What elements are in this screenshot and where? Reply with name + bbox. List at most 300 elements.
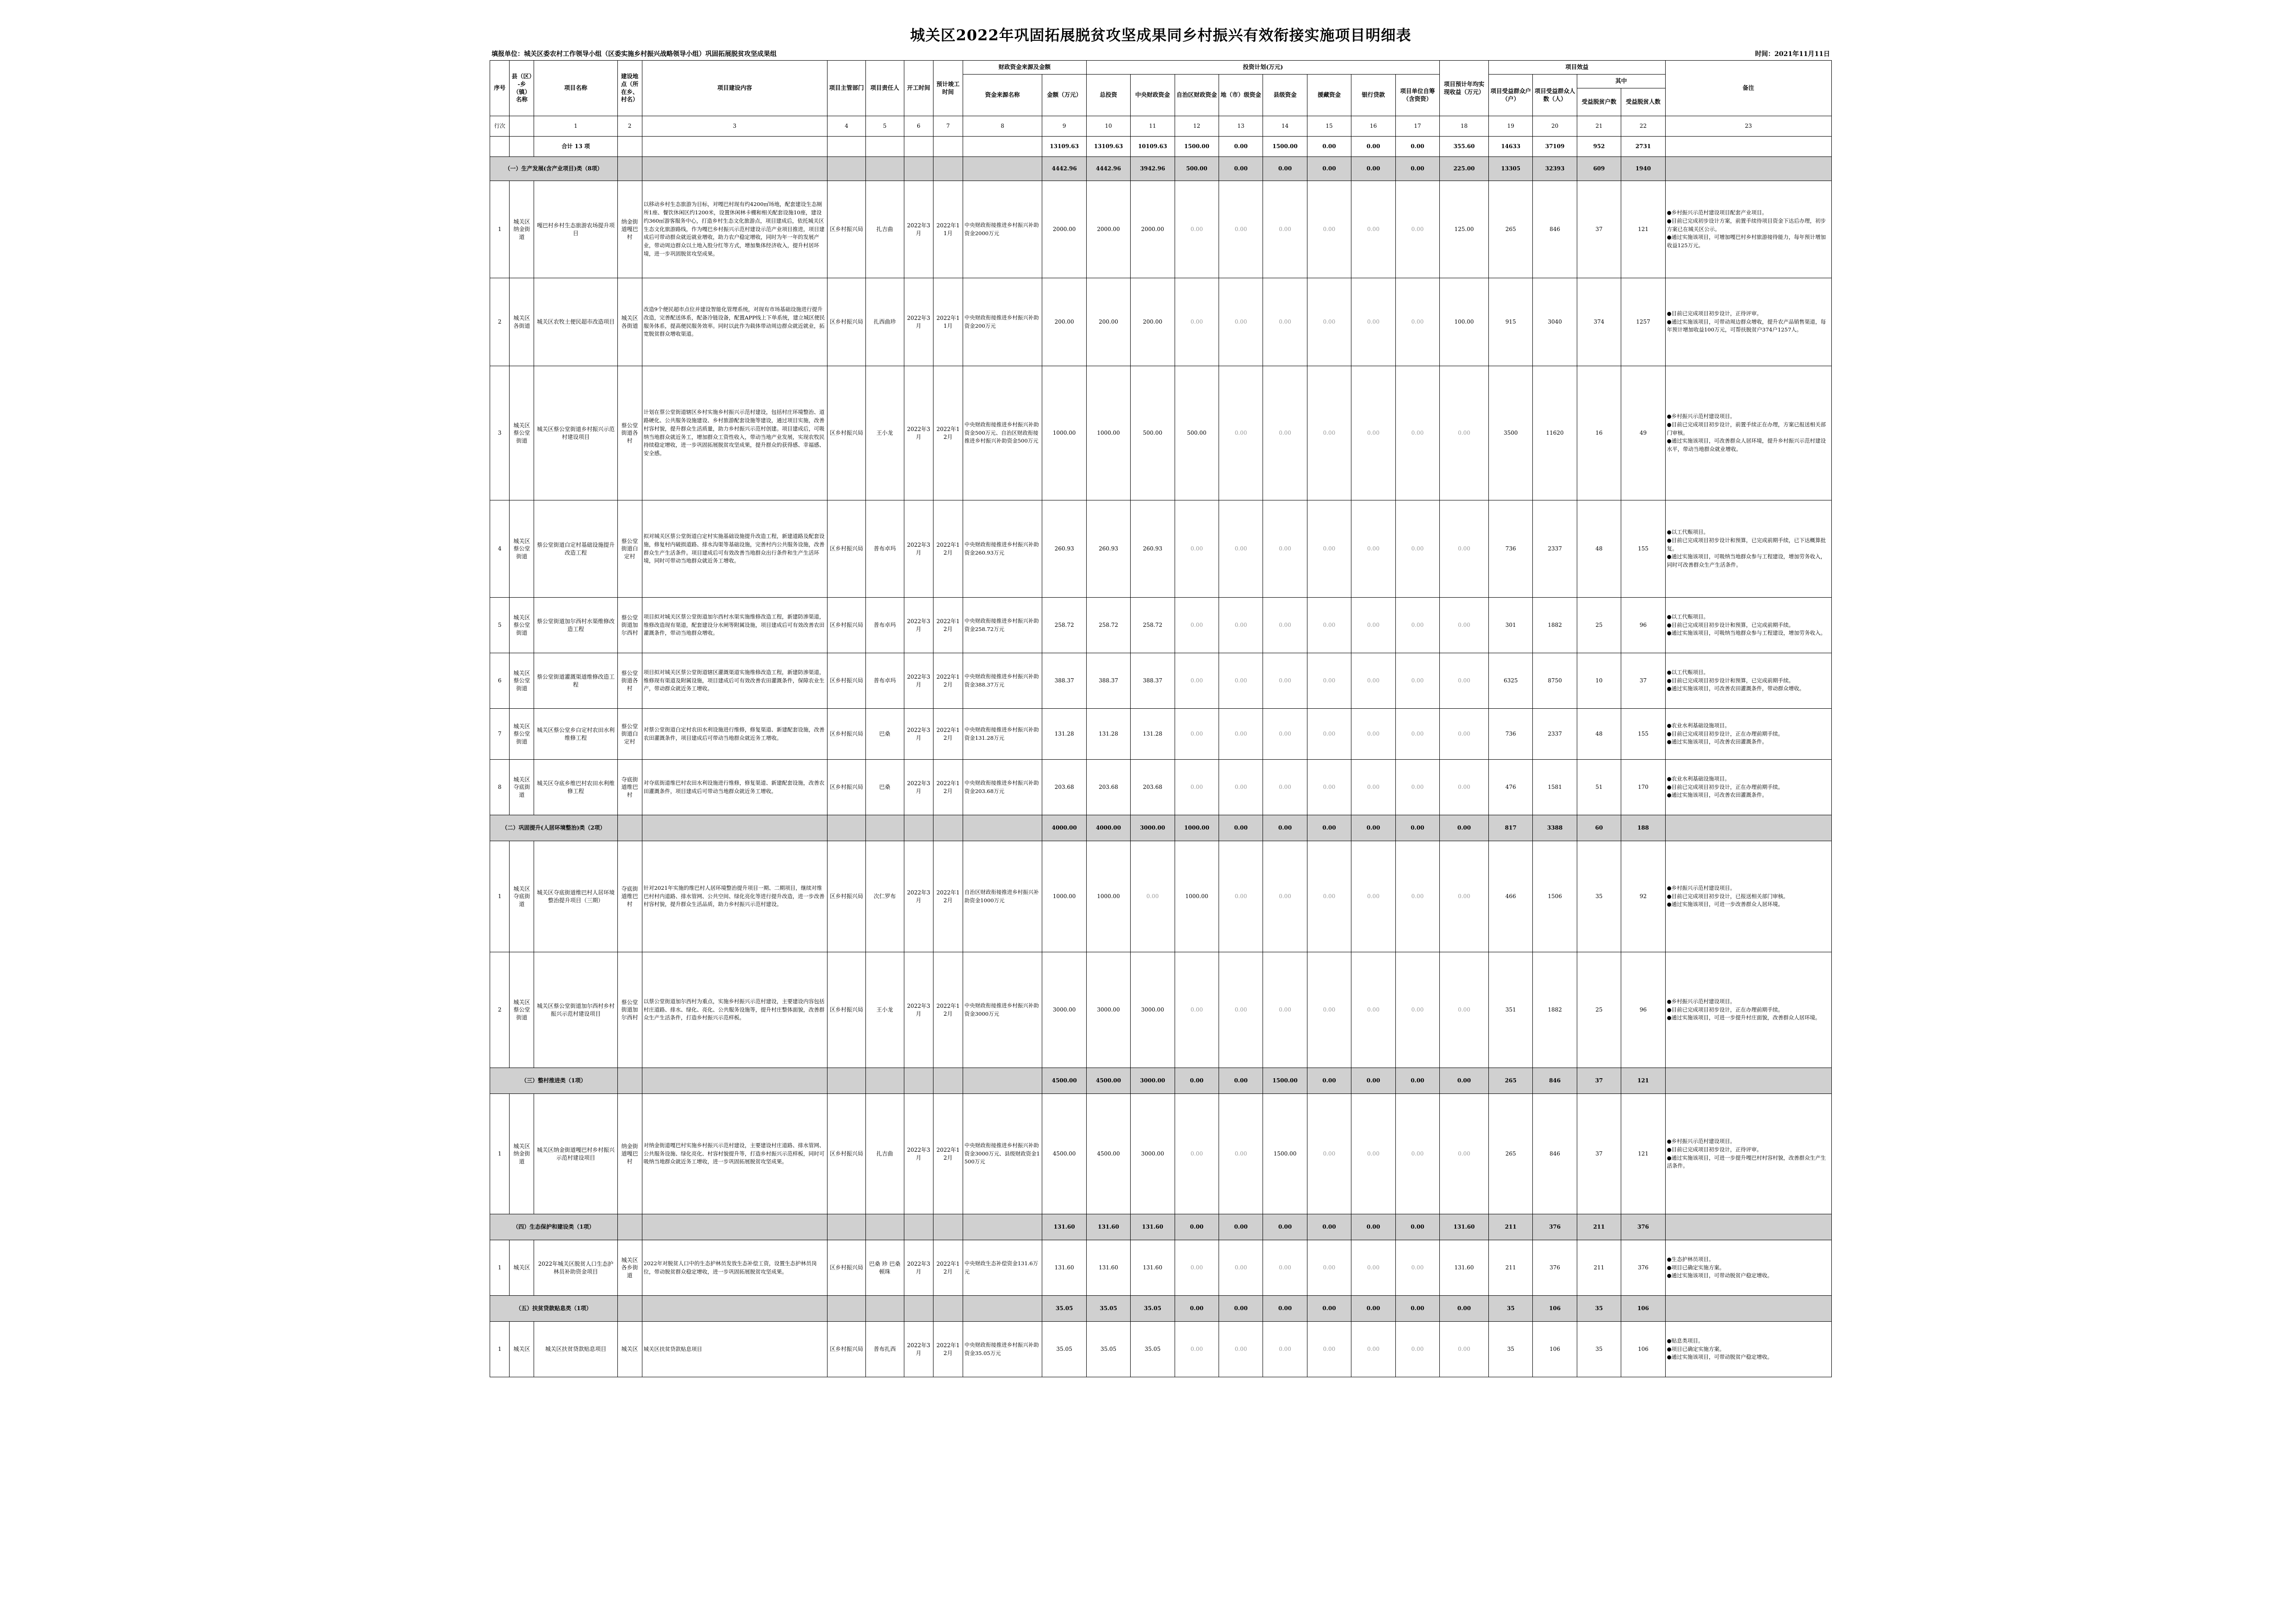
th-county: 县（区）-乡（镇）名称 xyxy=(510,61,534,116)
cell-fund-source: 中央财政衔接推进乡村振兴补助资金203.68万元 xyxy=(963,760,1042,815)
category-value: 265 xyxy=(1489,1068,1533,1094)
cell-total: 3000.00 xyxy=(1086,952,1130,1068)
column-number: 9 xyxy=(1042,116,1086,137)
cell-bank: 0.00 xyxy=(1351,278,1395,366)
total-blank xyxy=(617,137,642,157)
category-value: 0.00 xyxy=(1219,157,1263,181)
cell-bank: 0.00 xyxy=(1351,1240,1395,1296)
category-value: 37 xyxy=(1577,1068,1621,1094)
cell-county-fund: 0.00 xyxy=(1263,841,1307,952)
th-fund-src: 资金来源名称 xyxy=(963,75,1042,116)
cell-aid: 0.00 xyxy=(1307,598,1351,653)
category-blank xyxy=(617,1296,642,1322)
cell-person: 普布卓玛 xyxy=(865,598,904,653)
th-amount: 金额（万元） xyxy=(1042,75,1086,116)
cell-site: 城关区 xyxy=(617,1322,642,1377)
cell-income: 0.00 xyxy=(1440,500,1489,598)
category-blank xyxy=(933,1214,963,1240)
cell-total: 388.37 xyxy=(1086,653,1130,709)
cell-aid: 0.00 xyxy=(1307,278,1351,366)
cell-amount: 203.68 xyxy=(1042,760,1086,815)
cell-hh: 466 xyxy=(1489,841,1533,952)
project-table xyxy=(490,60,1832,1377)
cell-city: 0.00 xyxy=(1219,841,1263,952)
cell-self: 0.00 xyxy=(1395,709,1439,760)
cell-pppl: 376 xyxy=(1621,1240,1665,1296)
cell-site: 夺底街道维巴村 xyxy=(617,841,642,952)
cell-aid: 0.00 xyxy=(1307,366,1351,500)
cell-total: 1000.00 xyxy=(1086,366,1130,500)
category-blank xyxy=(828,815,866,841)
cell-region: 0.00 xyxy=(1175,760,1219,815)
cell-remark: ●以工代赈项目。 ●目前已完成项目初步设计和预算，已完成前期手续。 ●通过实施该项目，可改善农田灌溉条件，带动群众增收。 xyxy=(1665,653,1831,709)
th-invest-group: 投资计划(万元) xyxy=(1086,61,1439,75)
cell-county-fund: 0.00 xyxy=(1263,653,1307,709)
column-number: 22 xyxy=(1621,116,1665,137)
cell-site: 城关区各乡街道 xyxy=(617,1240,642,1296)
category-value: 0.00 xyxy=(1263,815,1307,841)
category-name: （五）扶贫贷款贴息类（1项） xyxy=(490,1296,618,1322)
category-value: 121 xyxy=(1621,1068,1665,1094)
cell-central: 203.68 xyxy=(1131,760,1175,815)
total-value: 10109.63 xyxy=(1131,137,1175,157)
category-blank xyxy=(865,1296,904,1322)
category-value: 211 xyxy=(1577,1214,1621,1240)
cell-end: 2022年12月 xyxy=(933,598,963,653)
cell-ppl: 1882 xyxy=(1533,598,1577,653)
total-value: 0.00 xyxy=(1307,137,1351,157)
category-value: 0.00 xyxy=(1395,815,1439,841)
cell-name: 城关区夺底街道维巴村人居环境整治提升项目（三期） xyxy=(534,841,617,952)
category-value: 0.00 xyxy=(1351,1214,1395,1240)
cell-city: 0.00 xyxy=(1219,653,1263,709)
cell-name: 城关区纳金街道嘎巴村乡村振兴示范村建设项目 xyxy=(534,1094,617,1214)
category-blank xyxy=(828,1068,866,1094)
cell-central: 35.05 xyxy=(1131,1322,1175,1377)
column-number: 14 xyxy=(1263,116,1307,137)
cell-seq: 6 xyxy=(490,653,510,709)
cell-content: 改造9个便民超市点位并建设智能化管理系统，对现有市场基础设施进行提升改造，完善配送体系，配备冷链设备，配置APP线上下单系统，建立城区便民服务体系，提高便民服务效率。同时以此作为载体带动周边群众就近就业，拓宽脱贫群众增收渠道。 xyxy=(642,278,828,366)
cell-total: 131.28 xyxy=(1086,709,1130,760)
cell-fund-source: 中央财政衔接推进乡村振兴补助资金3000万元、县级财政资金1500万元 xyxy=(963,1094,1042,1214)
cell-county: 城关区 xyxy=(510,1322,534,1377)
category-blank xyxy=(1665,1214,1831,1240)
cell-end: 2022年12月 xyxy=(933,1240,963,1296)
cell-phh: 25 xyxy=(1577,598,1621,653)
category-value: 0.00 xyxy=(1395,157,1439,181)
th-seq: 序号 xyxy=(490,61,510,116)
category-name: （三）整村推进类（1项） xyxy=(490,1068,618,1094)
total-value: 37109 xyxy=(1533,137,1577,157)
cell-fund-source: 中央财政衔接推进乡村振兴补助资金35.05万元 xyxy=(963,1322,1042,1377)
cell-hh: 301 xyxy=(1489,598,1533,653)
cell-start: 2022年3月 xyxy=(904,598,933,653)
cell-amount: 131.60 xyxy=(1042,1240,1086,1296)
cell-income: 0.00 xyxy=(1440,709,1489,760)
cell-name: 城关区蔡公堂乡白定村农田水利维修工程 xyxy=(534,709,617,760)
cell-seq: 5 xyxy=(490,598,510,653)
category-value: 0.00 xyxy=(1175,1296,1219,1322)
cell-region: 0.00 xyxy=(1175,181,1219,278)
cell-self: 0.00 xyxy=(1395,181,1439,278)
table-row xyxy=(490,598,1832,653)
cell-dept: 区乡村振兴局 xyxy=(828,366,866,500)
total-value: 13109.63 xyxy=(1042,137,1086,157)
cell-bank: 0.00 xyxy=(1351,1094,1395,1214)
cell-name: 城关区农牧土便民超市改造项目 xyxy=(534,278,617,366)
column-number: 行次 xyxy=(490,116,510,137)
cell-total: 203.68 xyxy=(1086,760,1130,815)
th-benef-hh: 项目受益群众户（户） xyxy=(1489,75,1533,116)
cell-income: 125.00 xyxy=(1440,181,1489,278)
category-blank xyxy=(642,815,828,841)
cell-phh: 25 xyxy=(1577,952,1621,1068)
column-number: 15 xyxy=(1307,116,1351,137)
cell-county: 城关区夺底街道 xyxy=(510,760,534,815)
cell-central: 131.60 xyxy=(1131,1240,1175,1296)
cell-aid: 0.00 xyxy=(1307,709,1351,760)
cell-content: 以移动乡村生态旅游为目标，对嘎巴村现有约4200㎡场地，配套建设生态厕所1座、餐饮休闲区约1200米，设置休闲林卡棚和相关配套设施10座，建设约360㎡游客服务中心，打造乡村生态文化旅游点，项目建成后，依托城关区生态文化旅游路线，作为嘎巴乡村振兴示范村建设示范产业项目推进，项目建成后可带动群众就近就业增收，助力农户稳定增收，同时为年一年的发展产业，带动周边群众以土地入股分红等方式，增加集体经济收入，提升村居环境，进一步巩固脱贫攻坚成果。 xyxy=(642,181,828,278)
cell-person: 王小龙 xyxy=(865,366,904,500)
cell-ppl: 2337 xyxy=(1533,709,1577,760)
cell-person: 扎西曲珍 xyxy=(865,278,904,366)
cell-hh: 3500 xyxy=(1489,366,1533,500)
total-blank xyxy=(1665,137,1831,157)
th-end: 预计竣工时间 xyxy=(933,61,963,116)
column-number: 23 xyxy=(1665,116,1831,137)
cell-name: 蔡公堂街道加尔西村水渠维修改造工程 xyxy=(534,598,617,653)
cell-city: 0.00 xyxy=(1219,366,1263,500)
cell-person: 普布卓玛 xyxy=(865,653,904,709)
category-blank xyxy=(904,1296,933,1322)
category-blank xyxy=(865,157,904,181)
th-name: 项目名称 xyxy=(534,61,617,116)
cell-phh: 37 xyxy=(1577,1094,1621,1214)
cell-person: 巴桑 xyxy=(865,709,904,760)
cell-phh: 51 xyxy=(1577,760,1621,815)
cell-city: 0.00 xyxy=(1219,760,1263,815)
cell-bank: 0.00 xyxy=(1351,1322,1395,1377)
cell-ppl: 2337 xyxy=(1533,500,1577,598)
category-value: 0.00 xyxy=(1307,157,1351,181)
category-value: 131.60 xyxy=(1042,1214,1086,1240)
cell-dept: 区乡村振兴局 xyxy=(828,709,866,760)
cell-end: 2022年12月 xyxy=(933,1322,963,1377)
cell-total: 35.05 xyxy=(1086,1322,1130,1377)
cell-income: 0.00 xyxy=(1440,653,1489,709)
category-value: 0.00 xyxy=(1219,1068,1263,1094)
column-number: 1 xyxy=(534,116,617,137)
total-value: 0.00 xyxy=(1395,137,1439,157)
cell-amount: 131.28 xyxy=(1042,709,1086,760)
total-value: 1500.00 xyxy=(1263,137,1307,157)
cell-phh: 211 xyxy=(1577,1240,1621,1296)
category-blank xyxy=(642,1068,828,1094)
cell-self: 0.00 xyxy=(1395,1094,1439,1214)
cell-hh: 211 xyxy=(1489,1240,1533,1296)
th-indicator-group: 项目效益 xyxy=(1489,61,1666,75)
category-blank xyxy=(963,1214,1042,1240)
category-value: 4500.00 xyxy=(1042,1068,1086,1094)
cell-self: 0.00 xyxy=(1395,653,1439,709)
cell-income: 0.00 xyxy=(1440,1094,1489,1214)
category-value: 3942.96 xyxy=(1131,157,1175,181)
cell-region: 0.00 xyxy=(1175,653,1219,709)
cell-phh: 374 xyxy=(1577,278,1621,366)
th-total: 总投资 xyxy=(1086,75,1130,116)
cell-bank: 0.00 xyxy=(1351,952,1395,1068)
cell-income: 131.60 xyxy=(1440,1240,1489,1296)
cell-start: 2022年3月 xyxy=(904,181,933,278)
column-number: 7 xyxy=(933,116,963,137)
cell-site: 蔡公堂街道白定村 xyxy=(617,500,642,598)
cell-city: 0.00 xyxy=(1219,952,1263,1068)
cell-dept: 区乡村振兴局 xyxy=(828,1322,866,1377)
th-income: 项目预计年均实现收益（万元） xyxy=(1440,61,1489,116)
cell-site: 城关区各街道 xyxy=(617,278,642,366)
category-blank xyxy=(933,157,963,181)
category-blank xyxy=(933,1068,963,1094)
category-blank xyxy=(963,815,1042,841)
cell-end: 2022年12月 xyxy=(933,653,963,709)
cell-county-fund: 0.00 xyxy=(1263,952,1307,1068)
category-value: 225.00 xyxy=(1440,157,1489,181)
cell-hh: 265 xyxy=(1489,1094,1533,1214)
category-blank xyxy=(828,1296,866,1322)
cell-fund-source: 中央财政衔接推进乡村振兴补助资金3000万元 xyxy=(963,952,1042,1068)
cell-aid: 0.00 xyxy=(1307,1240,1351,1296)
cell-hh: 351 xyxy=(1489,952,1533,1068)
cell-name: 城关区夺底乡维巴村农田水利维修工程 xyxy=(534,760,617,815)
cell-name: 城关区扶贫贷款贴息项目 xyxy=(534,1322,617,1377)
category-value: 0.00 xyxy=(1307,1214,1351,1240)
category-blank xyxy=(1665,1296,1831,1322)
cell-self: 0.00 xyxy=(1395,278,1439,366)
cell-self: 0.00 xyxy=(1395,952,1439,1068)
cell-pppl: 96 xyxy=(1621,598,1665,653)
cell-remark: ●乡村振兴示范村建设项目配套产业项目。 ●目前已完成初步设计方案，前置手续待项目资金下达后办理，初步方案已在城关区公示。 ●通过实施该项目，可增加嘎巴村乡村旅游接待能力，每年预计增加收益125万元。 xyxy=(1665,181,1831,278)
table-row xyxy=(490,181,1832,278)
cell-bank: 0.00 xyxy=(1351,598,1395,653)
category-blank xyxy=(642,1296,828,1322)
category-value: 0.00 xyxy=(1351,815,1395,841)
total-value: 1500.00 xyxy=(1175,137,1219,157)
category-row xyxy=(490,1296,1832,1322)
cell-self: 0.00 xyxy=(1395,760,1439,815)
th-region: 自治区财政资金 xyxy=(1175,75,1219,116)
category-value: 846 xyxy=(1533,1068,1577,1094)
cell-income: 0.00 xyxy=(1440,598,1489,653)
cell-start: 2022年3月 xyxy=(904,278,933,366)
cell-remark: ●目前已完成项目初步设计，正待评审。 ●通过实施该项目，可带动周边群众增收，提升农产品销售渠道，每年预计增加收益100万元，可帮扶脱贫户374户1257人。 xyxy=(1665,278,1831,366)
category-value: 376 xyxy=(1621,1214,1665,1240)
total-value: 2731 xyxy=(1621,137,1665,157)
cell-pppl: 155 xyxy=(1621,709,1665,760)
cell-dept: 区乡村振兴局 xyxy=(828,653,866,709)
category-value: 3000.00 xyxy=(1131,1068,1175,1094)
total-blank xyxy=(828,137,866,157)
cell-county: 城关区蔡公堂街道 xyxy=(510,709,534,760)
column-number: 4 xyxy=(828,116,866,137)
cell-central: 3000.00 xyxy=(1131,952,1175,1068)
cell-county: 城关区纳金街道 xyxy=(510,1094,534,1214)
cell-hh: 736 xyxy=(1489,500,1533,598)
fill-time: 时间：2021年11月11日 xyxy=(1755,50,1830,58)
cell-region: 0.00 xyxy=(1175,500,1219,598)
cell-start: 2022年3月 xyxy=(904,500,933,598)
cell-self: 0.00 xyxy=(1395,841,1439,952)
th-person: 项目责任人 xyxy=(865,61,904,116)
table-row xyxy=(490,500,1832,598)
category-value: 0.00 xyxy=(1395,1296,1439,1322)
table-row xyxy=(490,1240,1832,1296)
cell-amount: 258.72 xyxy=(1042,598,1086,653)
category-blank xyxy=(904,157,933,181)
cell-seq: 1 xyxy=(490,181,510,278)
cell-bank: 0.00 xyxy=(1351,181,1395,278)
cell-pppl: 121 xyxy=(1621,1094,1665,1214)
cell-amount: 3000.00 xyxy=(1042,952,1086,1068)
cell-central: 2000.00 xyxy=(1131,181,1175,278)
total-value: 13109.63 xyxy=(1086,137,1130,157)
cell-remark: ●以工代赈项目。 ●目前已完成项目初步设计和预算，已完成前期手续。 ●通过实施该项目，可吸纳当地群众参与工程建设，增加劳务收入。 xyxy=(1665,598,1831,653)
category-value: 35.05 xyxy=(1131,1296,1175,1322)
cell-aid: 0.00 xyxy=(1307,760,1351,815)
cell-person: 普布卓玛 xyxy=(865,500,904,598)
cell-phh: 48 xyxy=(1577,709,1621,760)
cell-hh: 265 xyxy=(1489,181,1533,278)
cell-end: 2022年11月 xyxy=(933,278,963,366)
cell-ppl: 3040 xyxy=(1533,278,1577,366)
cell-hh: 476 xyxy=(1489,760,1533,815)
category-value: 0.00 xyxy=(1395,1214,1439,1240)
th-content: 项目建设内容 xyxy=(642,61,828,116)
cell-seq: 3 xyxy=(490,366,510,500)
cell-remark: ●生态护林员项目。 ●项目已确定实施方案。 ●通过实施该项目，可带动脱贫户稳定增收。 xyxy=(1665,1240,1831,1296)
category-value: 60 xyxy=(1577,815,1621,841)
total-blank xyxy=(904,137,933,157)
cell-seq: 4 xyxy=(490,500,510,598)
cell-hh: 35 xyxy=(1489,1322,1533,1377)
cell-county: 城关区蔡公堂街道 xyxy=(510,500,534,598)
cell-county-fund: 0.00 xyxy=(1263,1322,1307,1377)
th-bank: 银行贷款 xyxy=(1351,75,1395,116)
category-value: 0.00 xyxy=(1307,815,1351,841)
cell-end: 2022年12月 xyxy=(933,366,963,500)
category-value: 0.00 xyxy=(1307,1296,1351,1322)
table-row xyxy=(490,760,1832,815)
cell-bank: 0.00 xyxy=(1351,760,1395,815)
category-blank xyxy=(865,1068,904,1094)
category-value: 609 xyxy=(1577,157,1621,181)
cell-content: 计划在蔡公堂街道辖区乡村实施乡村振兴示范村建设，包括村庄环境整治、道路硬化、公共服务设施建设、乡村旅游配套设施等建设，通过项目实施，改善村容村貌，提升群众生活质量，助力乡村振兴示范村创建。项目建成后，可吸纳当地群众就近务工，增加群众工资性收入，带动当地产业发展，实现农牧民持续稳定增收，进一步巩固拓展脱贫攻坚成果，提升群众的获得感、幸福感、安全感。 xyxy=(642,366,828,500)
column-number xyxy=(510,116,534,137)
cell-central: 200.00 xyxy=(1131,278,1175,366)
cell-remark: ●乡村振兴示范村建设项目。 ●目前已完成项目初步设计，已报送相关部门审核。 ●通过实施该项目，可进一步改善群众人居环境。 xyxy=(1665,841,1831,952)
category-name: （四）生态保护和建设类（1项） xyxy=(490,1214,618,1240)
cell-self: 0.00 xyxy=(1395,500,1439,598)
cell-ppl: 11620 xyxy=(1533,366,1577,500)
total-blank xyxy=(510,137,534,157)
category-value: 131.60 xyxy=(1131,1214,1175,1240)
cell-amount: 4500.00 xyxy=(1042,1094,1086,1214)
category-value: 35 xyxy=(1489,1296,1533,1322)
cell-county: 城关区蔡公堂街道 xyxy=(510,366,534,500)
cell-person: 扎吉曲 xyxy=(865,181,904,278)
cell-amount: 1000.00 xyxy=(1042,841,1086,952)
cell-city: 0.00 xyxy=(1219,1094,1263,1214)
report-sheet xyxy=(490,22,1832,1377)
cell-pppl: 37 xyxy=(1621,653,1665,709)
cell-ppl: 106 xyxy=(1533,1322,1577,1377)
cell-person: 王小龙 xyxy=(865,952,904,1068)
cell-fund-source: 中央财政衔接推进乡村振兴补助资金2000万元 xyxy=(963,181,1042,278)
total-blank xyxy=(642,137,828,157)
total-value: 0.00 xyxy=(1219,137,1263,157)
cell-name: 蔡公堂街道白定村基础设施提升改造工程 xyxy=(534,500,617,598)
column-number: 13 xyxy=(1219,116,1263,137)
cell-city: 0.00 xyxy=(1219,598,1263,653)
cell-pppl: 49 xyxy=(1621,366,1665,500)
column-number-row xyxy=(490,116,1832,137)
column-number: 8 xyxy=(963,116,1042,137)
table-row xyxy=(490,278,1832,366)
category-value: 1500.00 xyxy=(1263,1068,1307,1094)
cell-dept: 区乡村振兴局 xyxy=(828,1094,866,1214)
cell-seq: 1 xyxy=(490,841,510,952)
cell-county: 城关区蔡公堂街道 xyxy=(510,598,534,653)
th-self: 项目单位自筹（含资资） xyxy=(1395,75,1439,116)
cell-county-fund: 0.00 xyxy=(1263,366,1307,500)
cell-person: 次仁罗布 xyxy=(865,841,904,952)
category-value: 1000.00 xyxy=(1175,815,1219,841)
cell-person: 普布扎西 xyxy=(865,1322,904,1377)
category-blank xyxy=(904,1214,933,1240)
cell-start: 2022年3月 xyxy=(904,760,933,815)
cell-phh: 35 xyxy=(1577,1322,1621,1377)
column-number: 6 xyxy=(904,116,933,137)
category-value: 0.00 xyxy=(1219,1296,1263,1322)
category-value: 4442.96 xyxy=(1042,157,1086,181)
cell-site: 蔡公堂街道白定村 xyxy=(617,709,642,760)
category-value: 188 xyxy=(1621,815,1665,841)
cell-region: 1000.00 xyxy=(1175,841,1219,952)
cell-content: 城关区扶贫贷款贴息项目 xyxy=(642,1322,828,1377)
cell-county-fund: 0.00 xyxy=(1263,181,1307,278)
category-value: 0.00 xyxy=(1351,1296,1395,1322)
cell-content: 项目拟对城关区蔡公堂街道辖区灌溉渠道实施维修改造工程，新建防渗渠道，维修现有渠道及附属设施，项目建成后可有效改善农田灌溉条件，保障农业生产，带动群众就近务工增收。 xyxy=(642,653,828,709)
total-row xyxy=(490,137,1832,157)
category-value: 0.00 xyxy=(1351,157,1395,181)
category-value: 817 xyxy=(1489,815,1533,841)
cell-self: 0.00 xyxy=(1395,598,1439,653)
cell-bank: 0.00 xyxy=(1351,500,1395,598)
th-poor-ppl: 受益脱贫人数 xyxy=(1621,88,1665,116)
total-blank xyxy=(963,137,1042,157)
cell-content: 项目拟对城关区蔡公堂街道加尔西村水渠实施维修改造工程，新建防渗渠道，维修改造现有渠道，配套建设分水闸等附属设施，项目建成后可有效改善农田灌溉条件，带动当地群众增收。 xyxy=(642,598,828,653)
cell-end: 2022年11月 xyxy=(933,181,963,278)
cell-dept: 区乡村振兴局 xyxy=(828,500,866,598)
category-row xyxy=(490,1214,1832,1240)
cell-county-fund: 0.00 xyxy=(1263,278,1307,366)
cell-central: 500.00 xyxy=(1131,366,1175,500)
cell-county: 城关区蔡公堂街道 xyxy=(510,653,534,709)
category-value: 0.00 xyxy=(1175,1214,1219,1240)
cell-dept: 区乡村振兴局 xyxy=(828,598,866,653)
th-start: 开工时间 xyxy=(904,61,933,116)
cell-name: 蔡公堂街道灌溉渠道维修改造工程 xyxy=(534,653,617,709)
th-fiscal-group: 财政资金来源及金额 xyxy=(963,61,1086,75)
